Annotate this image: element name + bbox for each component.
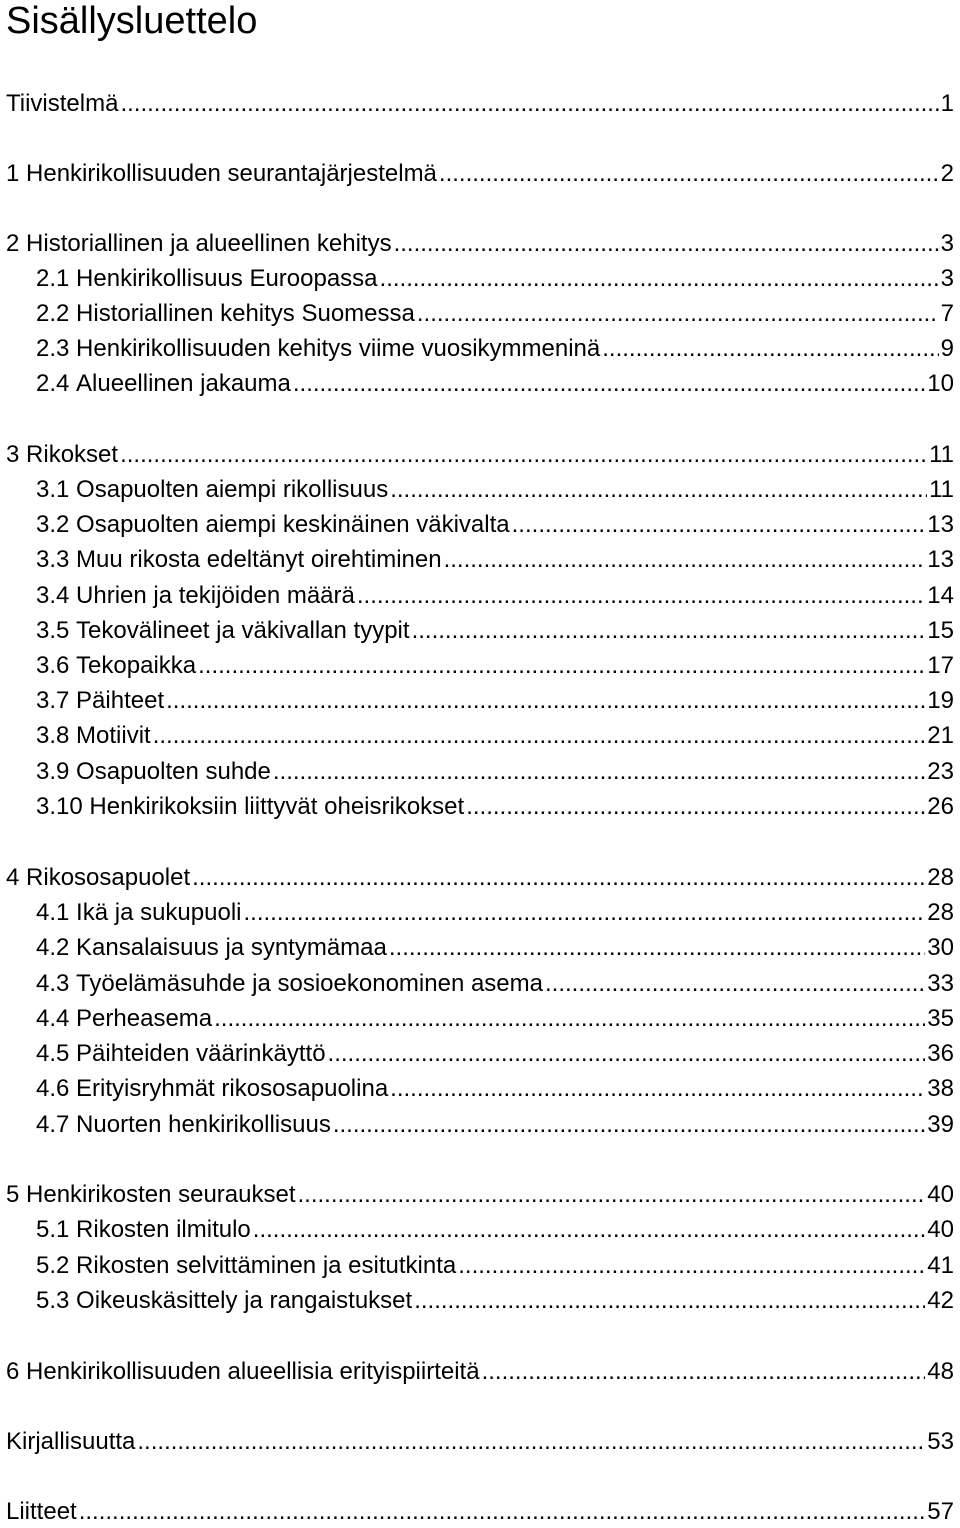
toc-entry-page: 53: [927, 1428, 954, 1455]
dot-leader: [198, 650, 925, 682]
dot-leader: [293, 368, 925, 400]
toc-link-3-6[interactable]: [0, 650, 960, 682]
toc-entry-label: Erityisryhmät rikososapuolina: [76, 1075, 389, 1102]
dot-leader: [153, 720, 926, 752]
toc-entry-page: 14: [927, 582, 954, 609]
toc-link-4-7[interactable]: [0, 1109, 960, 1141]
toc-entry-label: Henkirikollisuuden seurantajärjestelmä: [26, 160, 437, 187]
dot-leader: [243, 897, 925, 929]
toc-entry-3-8: [0, 720, 960, 752]
page-title: Sisällysluettelo: [6, 0, 258, 42]
toc-entry-3: [0, 439, 960, 471]
toc-link-3-3[interactable]: [0, 544, 960, 576]
toc-entry-number: 6: [6, 1358, 20, 1385]
toc-entry-5-1: [0, 1214, 960, 1246]
toc-entry-page: 41: [927, 1252, 954, 1279]
toc-entry-page: 21: [927, 722, 954, 749]
toc-entry-6: [0, 1356, 960, 1388]
toc-entry-number: 4.3: [36, 970, 70, 997]
toc-entry-page: 33: [927, 970, 954, 997]
toc-entry-5-3: [0, 1285, 960, 1317]
toc-entry-page: 23: [927, 758, 954, 785]
toc-entry-number: 3.9: [36, 758, 70, 785]
toc-entry-page: 11: [929, 441, 954, 468]
toc-entry-number: 3.3: [36, 546, 70, 573]
toc-entry-number: 5: [6, 1181, 20, 1208]
dot-leader: [214, 1003, 925, 1035]
toc-entry-label: Henkirikollisuuden kehitys viime vuosikymmeninä: [76, 335, 601, 362]
toc-entry-number: 3.10: [36, 793, 83, 820]
toc-entry-page: 40: [927, 1181, 954, 1208]
toc-entry-label: Henkirikollisuus Euroopassa: [76, 265, 378, 292]
toc-entry-page: 38: [927, 1075, 954, 1102]
toc-entry-page: 2: [940, 160, 954, 187]
dot-leader: [380, 263, 939, 295]
toc-entry-4-3: [0, 968, 960, 1000]
toc-entry-4-6: [0, 1073, 960, 1105]
toc-entry-page: 19: [927, 687, 954, 714]
toc-entry-2-2: [0, 298, 960, 330]
toc-link-3-4[interactable]: [0, 580, 960, 612]
dot-leader: [253, 1214, 926, 1246]
dot-leader: [458, 1250, 925, 1282]
toc-entry-label: Rikososapuolet: [26, 864, 191, 891]
dot-leader: [328, 1038, 926, 1070]
toc-entry-page: 26: [927, 793, 954, 820]
toc-entry-label: Rikokset: [26, 441, 119, 468]
toc-entry-label: Tekovälineet ja väkivallan tyypit: [76, 617, 410, 644]
toc-entry-page: 57: [927, 1498, 954, 1525]
toc-entry-page: 9: [940, 335, 954, 362]
dot-leader: [298, 1179, 926, 1211]
dot-leader: [417, 298, 939, 330]
toc-entry-label: Uhrien ja tekijöiden määrä: [76, 582, 355, 609]
toc-entry-page: 13: [927, 546, 954, 573]
toc-entry-label: Henkirikoksiin liittyvät oheisrikokset: [89, 793, 465, 820]
toc-entry-label: Tiivistelmä: [6, 90, 119, 117]
toc-entry-number: 3.6: [36, 652, 70, 679]
toc-entry-label: Oikeuskäsittely ja rangaistukset: [76, 1287, 413, 1314]
toc-entry-page: 10: [927, 370, 954, 397]
toc-entry-number: 4.1: [36, 899, 70, 926]
dot-leader: [333, 1109, 925, 1141]
toc-link-2-2[interactable]: [0, 298, 960, 330]
toc-entry-1: [0, 158, 960, 190]
toc-entry-label: Perheasema: [76, 1005, 213, 1032]
toc-entry-number: 2.4: [36, 370, 70, 397]
toc-entry-number: 2.1: [36, 265, 70, 292]
toc-entry-number: 3.2: [36, 511, 70, 538]
toc-link-5-3[interactable]: [0, 1285, 960, 1317]
dot-leader: [602, 333, 938, 365]
toc-entry-3-1: [0, 474, 960, 506]
toc-link-3[interactable]: [0, 439, 960, 471]
toc-entry-number: 3: [6, 441, 20, 468]
toc-entry-page: 15: [927, 617, 954, 644]
dot-leader: [466, 791, 925, 823]
toc-entry-page: 1: [940, 90, 954, 117]
toc-entry-tiivistelma: [0, 88, 960, 120]
toc-entry-number: 4: [6, 864, 20, 891]
toc-entry-label: Henkirikollisuuden alueellisia erityispiirteitä: [26, 1358, 480, 1385]
toc-entry-label: Historiallinen kehitys Suomessa: [76, 300, 415, 327]
toc-entry-4-1: [0, 897, 960, 929]
toc-entry-number: 4.6: [36, 1075, 70, 1102]
toc-link-1[interactable]: [0, 158, 960, 190]
toc-entry-3-9: [0, 756, 960, 788]
toc-entry-3-3: [0, 544, 960, 576]
toc-entry-number: 3.1: [36, 476, 70, 503]
toc-link-4-1[interactable]: [0, 897, 960, 929]
toc-entry-5-2: [0, 1250, 960, 1282]
toc-entry-number: 2: [6, 230, 20, 257]
toc-entry-kirjallisuutta: [0, 1426, 960, 1458]
toc-entry-number: 5.1: [36, 1216, 70, 1243]
toc-entry-number: 4.5: [36, 1040, 70, 1067]
toc-entry-number: 4.7: [36, 1111, 70, 1138]
toc-entry-page: 17: [927, 652, 954, 679]
toc-entry-4-5: [0, 1038, 960, 1070]
dot-leader: [414, 1285, 925, 1317]
toc-link-5-2[interactable]: [0, 1250, 960, 1282]
toc-entry-label: Liitteet: [6, 1498, 77, 1525]
toc-entry-page: 7: [940, 300, 954, 327]
toc-entry-3-4: [0, 580, 960, 612]
toc-link-liitteet[interactable]: [0, 1496, 960, 1528]
toc-entry-number: 3.7: [36, 687, 70, 714]
toc-entry-number: 2.2: [36, 300, 70, 327]
toc-entry-3-10: [0, 791, 960, 823]
toc-entry-page: 40: [927, 1216, 954, 1243]
dot-leader: [166, 685, 925, 717]
toc-entry-page: 39: [927, 1111, 954, 1138]
toc-link-3-7[interactable]: [0, 685, 960, 717]
dot-leader: [512, 509, 926, 541]
toc-link-5[interactable]: [0, 1179, 960, 1211]
toc-entry-3-6: [0, 650, 960, 682]
dot-leader: [444, 544, 926, 576]
toc-entry-label: Motiivit: [76, 722, 151, 749]
toc-entry-4: [0, 862, 960, 894]
toc-entry-page: 35: [927, 1005, 954, 1032]
toc-link-4-4[interactable]: [0, 1003, 960, 1035]
toc-entry-number: 1: [6, 160, 20, 187]
toc-entry-number: 3.8: [36, 722, 70, 749]
toc-entry-label: Rikosten selvittäminen ja esitutkinta: [76, 1252, 457, 1279]
toc-entry-page: 13: [927, 511, 954, 538]
toc-entry-2-3: [0, 333, 960, 365]
toc-link-2-1[interactable]: [0, 263, 960, 295]
toc-entry-label: Ikä ja sukupuoli: [76, 899, 242, 926]
dot-leader: [120, 88, 938, 120]
dot-leader: [412, 615, 926, 647]
dot-leader: [273, 756, 925, 788]
toc-link-tiivistelma[interactable]: [0, 88, 960, 120]
toc-entry-3-5: [0, 615, 960, 647]
toc-link-3-8[interactable]: [0, 720, 960, 752]
toc-entry-number: 5.2: [36, 1252, 70, 1279]
toc-entry-3-2: [0, 509, 960, 541]
toc-link-3-9[interactable]: [0, 756, 960, 788]
toc-entry-label: Rikosten ilmitulo: [76, 1216, 251, 1243]
toc-link-3-1[interactable]: [0, 474, 960, 506]
toc-entry-number: 5.3: [36, 1287, 70, 1314]
dot-leader: [357, 580, 925, 612]
toc-link-4-6[interactable]: [0, 1073, 960, 1105]
toc-link-4-5[interactable]: [0, 1038, 960, 1070]
toc-link-4-2[interactable]: [0, 932, 960, 964]
dot-leader: [192, 862, 925, 894]
toc-entry-page: 11: [929, 476, 954, 503]
toc-entry-number: 2.3: [36, 335, 70, 362]
toc-entry-label: Päihteiden väärinkäyttö: [76, 1040, 326, 1067]
toc-entry-page: 3: [940, 230, 954, 257]
toc-entry-4-2: [0, 932, 960, 964]
toc-link-4[interactable]: [0, 862, 960, 894]
toc-link-kirjallisuutta[interactable]: [0, 1426, 960, 1458]
toc-entry-page: 48: [927, 1358, 954, 1385]
toc-entry-liitteet: [0, 1496, 960, 1528]
dot-leader: [482, 1356, 926, 1388]
toc-entry-5: [0, 1179, 960, 1211]
toc-link-2[interactable]: [0, 228, 960, 260]
dot-leader: [394, 228, 939, 260]
toc-entry-label: Kansalaisuus ja syntymämaa: [76, 934, 387, 961]
toc-entry-3-7: [0, 685, 960, 717]
toc-entry-label: Nuorten henkirikollisuus: [76, 1111, 331, 1138]
toc-entry-number: 3.5: [36, 617, 70, 644]
dot-leader: [390, 1073, 925, 1105]
toc-entry-page: 30: [927, 934, 954, 961]
toc-entry-page: 42: [927, 1287, 954, 1314]
dot-leader: [79, 1496, 926, 1528]
toc-entry-label: Henkirikosten seuraukset: [26, 1181, 296, 1208]
toc-entry-number: 4.4: [36, 1005, 70, 1032]
toc-entry-page: 28: [927, 899, 954, 926]
toc-entry-2-4: [0, 368, 960, 400]
toc-entry-number: 3.4: [36, 582, 70, 609]
toc-link-4-3[interactable]: [0, 968, 960, 1000]
dot-leader: [390, 474, 927, 506]
dot-leader: [120, 439, 927, 471]
dot-leader: [137, 1426, 925, 1458]
toc-link-3-2[interactable]: [0, 509, 960, 541]
toc-entry-page: 28: [927, 864, 954, 891]
dot-leader: [439, 158, 939, 190]
toc-entry-label: Päihteet: [76, 687, 165, 714]
toc-link-3-10[interactable]: [0, 791, 960, 823]
toc-entry-label: Historiallinen ja alueellinen kehitys: [26, 230, 392, 257]
toc-link-6[interactable]: [0, 1356, 960, 1388]
toc-entry-4-7: [0, 1109, 960, 1141]
toc-entry-label: Muu rikosta edeltänyt oirehtiminen: [76, 546, 442, 573]
toc-entry-label: Osapuolten suhde: [76, 758, 271, 785]
toc-entry-label: Kirjallisuutta: [6, 1428, 136, 1455]
toc-entry-label: Osapuolten aiempi keskinäinen väkivalta: [76, 511, 510, 538]
toc-entry-label: Työelämäsuhde ja sosioekonominen asema: [76, 970, 543, 997]
toc-entry-4-4: [0, 1003, 960, 1035]
toc-entry-page: 36: [927, 1040, 954, 1067]
toc-entry-2: [0, 228, 960, 260]
dot-leader: [545, 968, 925, 1000]
toc-link-2-3[interactable]: [0, 333, 960, 365]
toc-link-5-1[interactable]: [0, 1214, 960, 1246]
toc-entry-label: Alueellinen jakauma: [76, 370, 291, 397]
toc-entry-label: Osapuolten aiempi rikollisuus: [76, 476, 389, 503]
toc-entry-number: 4.2: [36, 934, 70, 961]
toc-entry-page: 3: [940, 265, 954, 292]
toc-link-3-5[interactable]: [0, 615, 960, 647]
toc-entry-2-1: [0, 263, 960, 295]
toc-entry-label: Tekopaikka: [76, 652, 197, 679]
toc-link-2-4[interactable]: [0, 368, 960, 400]
dot-leader: [389, 932, 925, 964]
